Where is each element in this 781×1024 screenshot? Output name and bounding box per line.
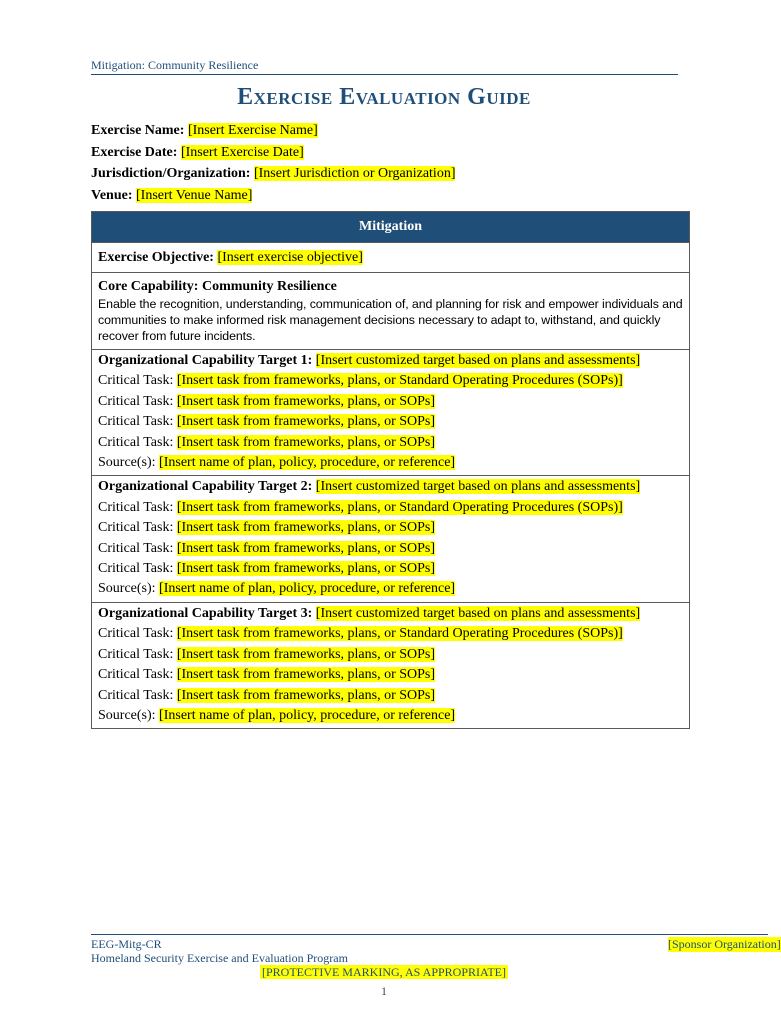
source-line [98,453,683,473]
exercise-objective-cell [92,243,690,273]
critical-task-line [98,412,683,432]
critical-task-line [98,498,683,518]
field-value[interactable]: [Insert Venue Name] [136,188,253,204]
critical-task-value[interactable]: [Insert task from frameworks, plans, or SOPs] [176,520,436,536]
capability-target-cell [92,602,690,728]
critical-task-value[interactable]: [Insert task from frameworks, plans, or SOPs] [176,687,436,703]
field-label: Jurisdiction/Organization: [91,166,251,182]
critical-task-label: Critical Task: [98,667,174,683]
critical-task-label: Critical Task: [98,646,174,662]
critical-task-line [98,645,683,665]
critical-task-label: Critical Task: [98,561,174,577]
target-value[interactable]: [Insert customized target based on plans and assessments] [315,605,641,621]
running-head: Mitigation: Community Resilience [91,58,678,75]
source-label: Source(s): [98,707,156,723]
source-label: Source(s): [98,581,156,597]
critical-task-line [98,518,683,538]
capability-target-cell [92,476,690,602]
critical-task-label: Critical Task: [98,393,174,409]
field-value[interactable]: [Insert Exercise Date] [180,144,304,160]
target-line [98,604,683,624]
critical-task-line [98,539,683,559]
target-label: Organizational Capability Target 2: [98,479,313,495]
footer-protective-marking [0,965,768,980]
critical-task-label: Critical Task: [98,414,174,430]
critical-task-line [98,433,683,453]
critical-task-label: Critical Task: [98,687,174,703]
objective-label: Exercise Objective: [98,249,214,265]
core-capability-cell [92,273,690,350]
critical-task-value[interactable]: [Insert task from frameworks, plans, or SOPs] [176,393,436,409]
objective-value[interactable]: [Insert exercise objective] [217,249,363,265]
exercise-fields [91,120,691,207]
critical-task-label: Critical Task: [98,373,174,389]
critical-task-value[interactable]: [Insert task from frameworks, plans, or Standard Operating Procedures (SOPs)] [176,626,623,642]
critical-task-value[interactable]: [Insert task from frameworks, plans, or SOPs] [176,414,436,430]
evaluation-table [91,211,690,729]
footer-sponsor[interactable]: [Sponsor Organization] [668,937,781,951]
venue-field [91,185,691,207]
target-label: Organizational Capability Target 1: [98,353,313,368]
core-capability-heading: Core Capability: Community Resilience [98,279,337,294]
target-value[interactable]: [Insert customized target based on plans and assessments] [315,479,641,495]
critical-task-value[interactable]: [Insert task from frameworks, plans, or SOPs] [176,434,436,450]
critical-task-line [98,559,683,579]
target-label: Organizational Capability Target 3: [98,605,313,621]
footer-doc-id: EEG-Mitg-CR [91,937,162,951]
source-value[interactable]: [Insert name of plan, policy, procedure, or reference] [159,707,456,723]
exercise-name-field [91,120,691,142]
field-label: Venue: [91,188,133,204]
critical-task-line [98,665,683,685]
field-label: Exercise Date: [91,144,178,160]
field-value[interactable]: [Insert Jurisdiction or Organization] [253,166,456,182]
critical-task-label: Critical Task: [98,434,174,450]
target-value[interactable]: [Insert customized target based on plans and assessments] [315,353,641,368]
field-value[interactable]: [Insert Exercise Name] [187,123,318,138]
target-line [98,351,683,371]
critical-task-line [98,371,683,391]
exercise-date-field [91,142,691,164]
source-line [98,706,683,726]
source-value[interactable]: [Insert name of plan, policy, procedure, or reference] [159,581,456,597]
mission-area-header: Mitigation [92,212,690,243]
critical-task-line [98,392,683,412]
capability-target-cell [92,350,690,476]
critical-task-value[interactable]: [Insert task from frameworks, plans, or SOPs] [176,561,436,577]
protective-marking-text[interactable]: [PROTECTIVE MARKING, AS APPROPRIATE] [261,965,507,979]
critical-task-value[interactable]: [Insert task from frameworks, plans, or SOPs] [176,667,436,683]
critical-task-value[interactable]: [Insert task from frameworks, plans, or SOPs] [176,646,436,662]
critical-task-label: Critical Task: [98,520,174,536]
critical-task-value[interactable]: [Insert task from frameworks, plans, or Standard Operating Procedures (SOPs)] [176,373,623,389]
source-label: Source(s): [98,455,156,471]
critical-task-value[interactable]: [Insert task from frameworks, plans, or SOPs] [176,540,436,556]
jurisdiction-field [91,163,691,185]
critical-task-line [98,624,683,644]
field-label: Exercise Name: [91,123,185,138]
critical-task-value[interactable]: [Insert task from frameworks, plans, or Standard Operating Procedures (SOPs)] [176,499,623,515]
footer-divider [91,934,768,935]
source-line [98,579,683,599]
critical-task-label: Critical Task: [98,626,174,642]
footer-program: Homeland Security Exercise and Evaluation Program [91,951,348,965]
critical-task-label: Critical Task: [98,499,174,515]
critical-task-line [98,686,683,706]
critical-task-label: Critical Task: [98,540,174,556]
document-title: Exercise Evaluation Guide [237,84,531,110]
source-value[interactable]: [Insert name of plan, policy, procedure, or reference] [159,455,456,471]
core-capability-description: Enable the recognition, understanding, communication of, and planning for risk and empower individuals and communities to make informed risk management decisions necessary to adapt to, withstand, and quickly recover from future incidents. [98,297,683,343]
page-number: 1 [381,984,387,998]
target-line [98,477,683,497]
